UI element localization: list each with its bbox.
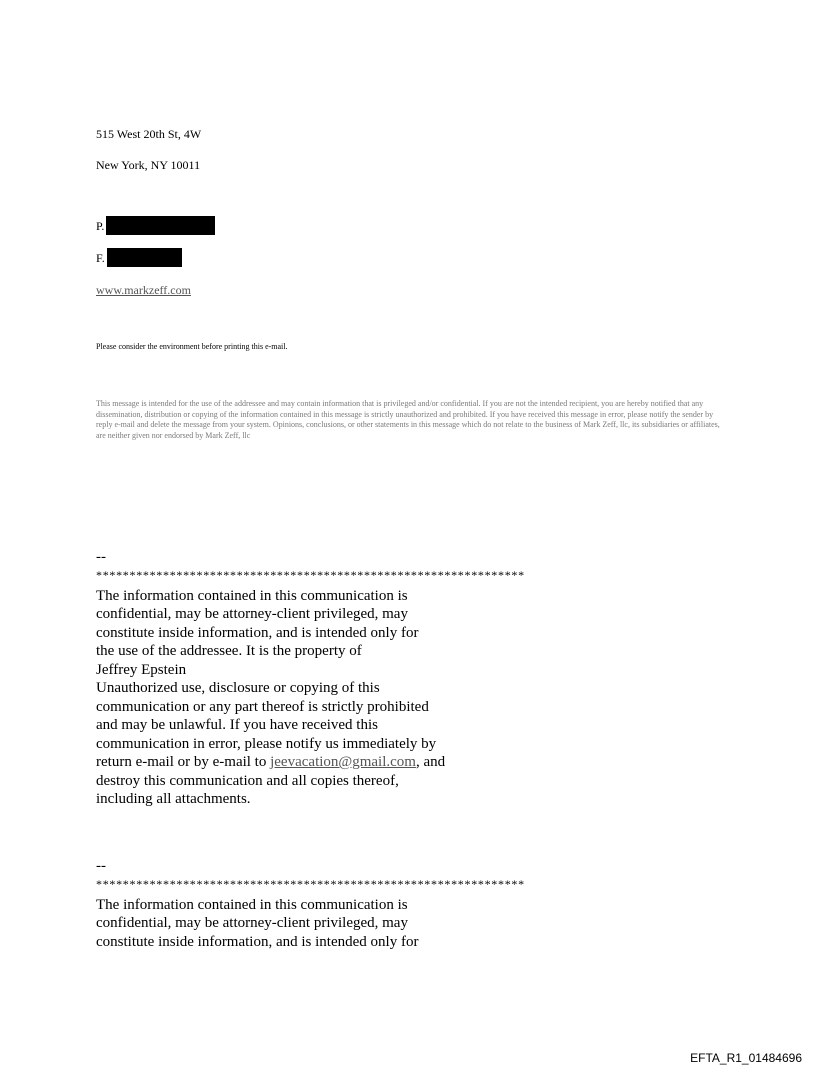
notice-line: confidential, may be attorney-client privileged, may xyxy=(96,606,408,622)
notice-line: communication in error, please notify us immediately by xyxy=(96,735,437,752)
notice-line: and may be unlawful. If you have received this xyxy=(96,717,378,733)
document-id: EFTA_R1_01484696 xyxy=(690,1051,802,1065)
notice-line: communication or any part thereof is strictly prohibited xyxy=(96,698,429,715)
notice-line: destroy this communication and all copies thereof, xyxy=(96,772,399,789)
phone-label: P. xyxy=(96,218,105,233)
separator-dashes: -- xyxy=(96,549,106,565)
confidentiality-notice-1 xyxy=(96,548,576,809)
email-suffix: , and xyxy=(415,754,446,770)
notice-line: The information contained in this communication is xyxy=(96,896,408,913)
fax-row xyxy=(96,248,182,267)
address-line-2: New York, NY 10011 xyxy=(96,158,201,172)
notice-line: constitute inside information, and is intended only for xyxy=(96,933,419,950)
phone-row xyxy=(96,216,215,235)
notice-line: Jeffrey Epstein xyxy=(96,661,187,678)
notice-line: including all attachments. xyxy=(96,791,251,807)
notice-line: constitute inside information, and is intended only for xyxy=(96,624,419,641)
notice-line: the use of the addressee. It is the property of xyxy=(96,643,362,659)
confidentiality-notice-2 xyxy=(96,857,576,951)
separator-stars: **************************************************************** xyxy=(96,876,525,891)
separator-stars: **************************************************************** xyxy=(96,567,525,582)
phone-redaction xyxy=(106,216,215,235)
notice-email-line xyxy=(96,753,576,772)
notice-line: Unauthorized use, disclosure or copying of this xyxy=(96,680,380,696)
fax-label: F. xyxy=(96,250,105,265)
environment-note: Please consider the environment before printing this e-mail. xyxy=(96,342,288,351)
company-disclaimer: This message is intended for the use of the addressee and may contain information that is privileged and/or confidential. If you are not the intended recipient, you are hereby notified that any dissemination, distribution or copying of the information contained in this message is strictly unauthorized and prohibited. If you have received this message in error, please notify the sender by reply e-mail and delete the message from your system. Opinions, conclusions, or other statements in this message which do not relate to the business of Mark Zeff, llc, its subsidiaries or affiliates, are neither given nor endorsed by Mark Zeff, llc xyxy=(96,399,720,440)
address-line-1: 515 West 20th St, 4W xyxy=(96,127,202,141)
fax-redaction xyxy=(107,248,182,267)
notice-line: confidential, may be attorney-client privileged, may xyxy=(96,915,408,931)
notice-line: The information contained in this communication is xyxy=(96,587,408,604)
email-prefix: return e-mail or by e-mail to xyxy=(96,754,271,770)
website-link[interactable]: www.markzeff.com xyxy=(96,283,191,297)
separator-dashes: -- xyxy=(96,858,106,874)
email-link[interactable]: jeevacation@gmail.com xyxy=(270,754,416,770)
